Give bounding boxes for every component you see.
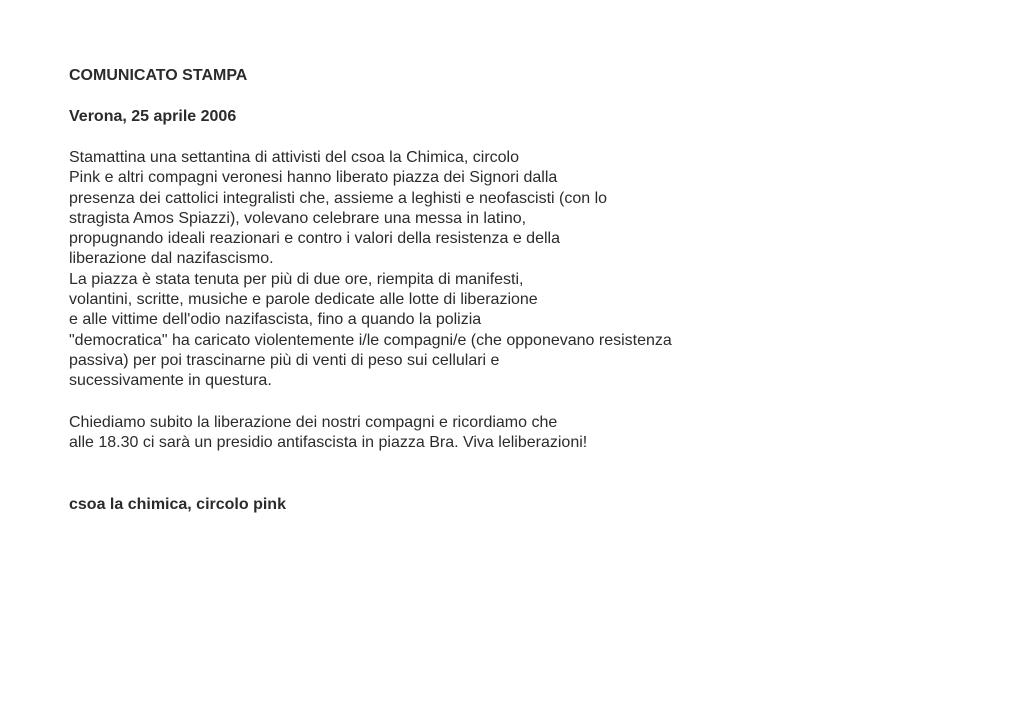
dateline: Verona, 25 aprile 2006 <box>69 108 237 125</box>
text-line: presenza dei cattolici integralisti che, assieme a leghisti e neofascisti (con lo <box>69 189 608 207</box>
signature: csoa la chimica, circolo pink <box>69 496 286 513</box>
text-line: alle 18.30 ci sarà un presidio antifascista in piazza Bra. Viva leliberazioni! <box>69 434 588 452</box>
text-line: Chiediamo subito la liberazione dei nostri compagni e ricordiamo che <box>69 414 558 431</box>
text-line: Stamattina una settantina di attivisti del csoa la Chimica, circolo <box>69 149 519 166</box>
text-line: Pink e altri compagni veronesi hanno liberato piazza dei Signori dalla <box>69 169 558 187</box>
text-line: passiva) per poi trascinarne più di venti di peso sui cellulari e <box>69 351 500 369</box>
text-line: e alle vittime dell'odio nazifascista, fino a quando la polizia <box>69 311 482 329</box>
text-line: La piazza è stata tenuta per più di due ore, riempita di manifesti, <box>69 270 524 288</box>
text-line: stragista Amos Spiazzi), volevano celebrare una messa in latino, <box>69 209 527 227</box>
text-line: liberazione dal nazifascismo. <box>69 250 274 268</box>
document-heading: COMUNICATO STAMPA <box>69 67 248 84</box>
body-paragraph-1 <box>69 148 672 392</box>
text-line: volantini, scritte, musiche e parole dedicate alle lotte di liberazione <box>69 291 538 309</box>
text-line: "democratica" ha caricato violentemente i/le compagni/e (che opponevano resistenza <box>69 331 672 349</box>
text-line: propugnando ideali reazionari e contro i valori della resistenza e della <box>69 230 560 248</box>
body-paragraph-2 <box>69 413 587 454</box>
text-line: sucessivamente in questura. <box>69 372 272 390</box>
